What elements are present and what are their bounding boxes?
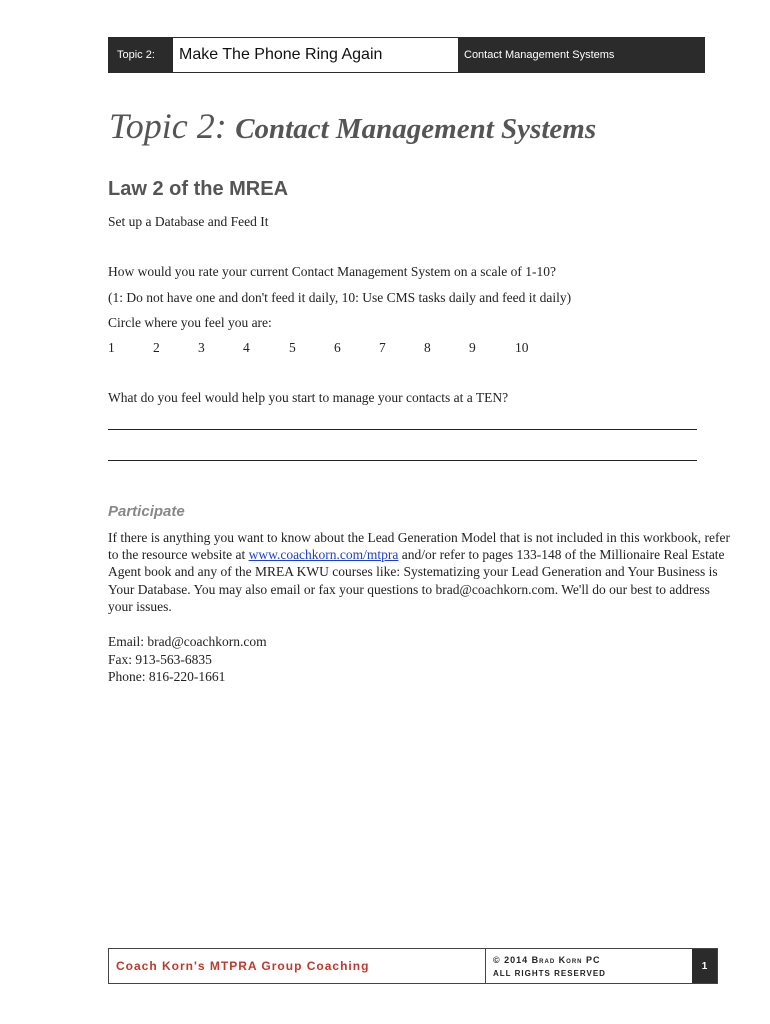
footer-copyright: © 2014 Brad Korn PC — [493, 955, 601, 965]
law-subtitle: Set up a Database and Feed It — [108, 214, 269, 229]
contact-email: Email: brad@coachkorn.com — [108, 634, 267, 649]
header-course-title: Make The Phone Ring Again — [173, 38, 458, 72]
footer-rights: ALL RIGHTS RESERVED — [493, 969, 606, 978]
footer-program-name: Coach Korn's MTPRA Group Coaching — [116, 959, 370, 973]
scale-option-7[interactable]: 7 — [379, 340, 386, 355]
rating-scale — [108, 340, 568, 358]
page-footer — [108, 948, 718, 984]
page-header — [108, 37, 705, 73]
header-section-title: Contact Management Systems — [458, 38, 704, 72]
scale-option-4[interactable]: 4 — [243, 340, 250, 355]
law-heading: Law 2 of the MREA — [108, 178, 289, 200]
page-title — [109, 105, 596, 147]
page-title-topic: Topic 2: — [109, 106, 227, 146]
scale-option-9[interactable]: 9 — [469, 340, 476, 355]
scale-option-3[interactable]: 3 — [198, 340, 205, 355]
scale-option-5[interactable]: 5 — [289, 340, 296, 355]
footer-page-number: 1 — [692, 949, 717, 983]
participate-heading: Participate — [108, 503, 185, 520]
answer-line-1[interactable] — [108, 429, 697, 430]
ten-question: What do you feel would help you start to manage your contacts at a TEN? — [108, 390, 509, 405]
scale-option-2[interactable]: 2 — [153, 340, 160, 355]
contact-fax: Fax: 913-563-6835 — [108, 651, 212, 667]
scale-option-1[interactable]: 1 — [108, 340, 115, 355]
participate-text — [108, 529, 733, 615]
scale-option-6[interactable]: 6 — [334, 340, 341, 355]
rating-question: How would you rate your current Contact Management System on a scale of 1-10? — [108, 264, 556, 279]
page-title-subject: Contact Management Systems — [235, 113, 597, 145]
circle-prompt: Circle where you feel you are: — [108, 315, 272, 330]
resource-website-link[interactable]: www.coachkorn.com/mtpra — [248, 547, 399, 563]
answer-line-2[interactable] — [108, 460, 697, 461]
contact-info — [108, 633, 267, 686]
footer-copyright-block — [485, 949, 692, 983]
rating-scale-note: (1: Do not have one and don't feed it daily, 10: Use CMS tasks daily and feed it daily) — [108, 290, 572, 305]
header-topic-label: Topic 2: — [109, 38, 173, 72]
participate-text-rest: and/or refer to pages 133-148 of the Millionaire Real Estate Agent book and any of the MREA KWU courses like: Systematizing your Lead Generation and Your Business is Your Database. You may also email or fax your questions to brad@coachkorn.com. We'll do our best to address your issues. — [108, 547, 725, 614]
scale-option-8[interactable]: 8 — [424, 340, 431, 355]
contact-phone: Phone: 816-220-1661 — [108, 669, 226, 684]
participate-text-intro: If there is anything you want to know about the Lead Generation Model that is not included in this workbook, refer to the resource website at — [108, 530, 730, 563]
scale-option-10[interactable]: 10 — [515, 340, 529, 355]
